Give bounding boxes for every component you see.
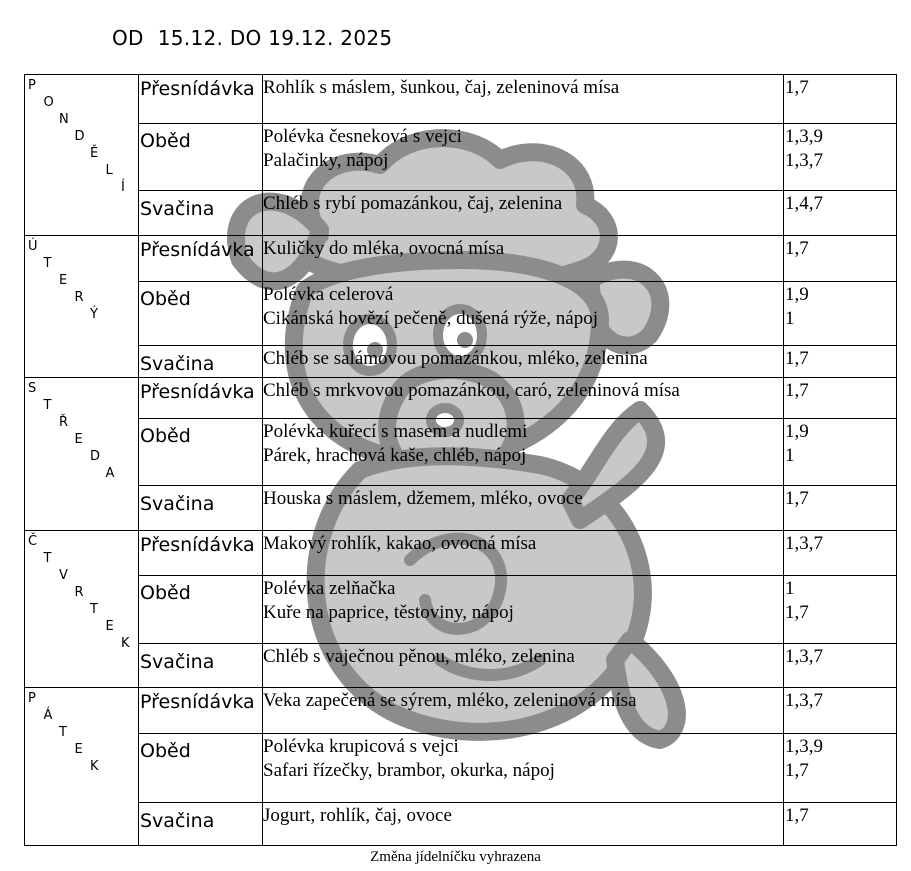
- day-name-letter: Í: [121, 180, 125, 195]
- menu-footer-note: Změna jídelníčku vyhrazena: [370, 849, 541, 865]
- dish-text: Chléb s rybí pomazánkou, čaj, zelenina: [263, 193, 563, 214]
- allergen-codes: 1,3,7: [785, 646, 823, 667]
- meal-label: Oběd: [140, 740, 191, 762]
- day-name-letter: E: [74, 432, 83, 447]
- dish-text: Cikánská hovězí pečeně, dušená rýže, nápoj: [263, 308, 599, 329]
- day-name-letter: K: [90, 759, 99, 774]
- dish-text: Safari řízečky, brambor, okurka, nápoj: [263, 760, 555, 781]
- meal-label: Oběd: [140, 582, 191, 604]
- allergen-codes: 1,3,7: [785, 533, 823, 554]
- table-rule: [138, 281, 897, 282]
- table-rule: [24, 845, 897, 846]
- dish-text: Párek, hrachová kaše, chléb, nápoj: [263, 445, 527, 466]
- dish-text: Veka zapečená se sýrem, mléko, zeleninová mísa: [263, 690, 637, 711]
- table-rule: [24, 74, 25, 846]
- table-rule: [138, 190, 897, 191]
- day-name-letter: V: [59, 568, 68, 583]
- day-name-letter: T: [59, 725, 67, 740]
- dish-text: Chléb s vaječnou pěnou, mléko, zelenina: [263, 646, 575, 667]
- table-rule: [138, 418, 897, 419]
- dish-text: Chléb se salámovou pomazánkou, mléko, zelenina: [263, 348, 648, 369]
- table-rule: [24, 377, 897, 378]
- day-name-letter: Č: [28, 534, 38, 549]
- allergen-codes: 1: [785, 308, 795, 329]
- table-rule: [138, 485, 897, 486]
- day-name-letter: T: [43, 256, 52, 271]
- allergen-codes: 1: [785, 445, 795, 466]
- day-name-letter: R: [74, 290, 84, 305]
- day-name-letter: E: [74, 742, 83, 757]
- dish-text: Polévka kuřecí s masem a nudlemi: [263, 421, 528, 442]
- meal-label: Svačina: [140, 353, 215, 375]
- table-rule: [138, 345, 897, 346]
- day-name-letter: N: [59, 112, 69, 127]
- table-rule: [24, 687, 897, 688]
- day-name-letter: Ý: [90, 307, 98, 322]
- meal-label: Přesnídávka: [140, 381, 255, 403]
- day-name-letter: O: [43, 95, 54, 110]
- day-name-letter: P: [28, 78, 36, 93]
- meal-label: Oběd: [140, 425, 191, 447]
- table-rule: [138, 575, 897, 576]
- day-name-letter: T: [43, 398, 52, 413]
- day-name-letter: E: [105, 619, 114, 634]
- allergen-codes: 1,3,7: [785, 690, 823, 711]
- allergen-codes: 1,9: [785, 421, 809, 442]
- day-name-letter: Ř: [59, 415, 69, 430]
- day-name-letter: Ú: [28, 239, 38, 254]
- day-name-letter: S: [28, 381, 37, 396]
- allergen-codes: 1,7: [785, 238, 809, 259]
- meal-label: Svačina: [140, 810, 215, 832]
- table-rule: [138, 802, 897, 803]
- day-name-letter: R: [74, 585, 84, 600]
- dish-text: Houska s máslem, džemem, mléko, ovoce: [263, 488, 583, 509]
- allergen-codes: 1,7: [785, 805, 809, 826]
- table-rule: [24, 235, 897, 236]
- dish-text: Kuře na paprice, těstoviny, nápoj: [263, 602, 514, 623]
- meal-label: Přesnídávka: [140, 534, 255, 556]
- day-name-letter: Á: [43, 708, 53, 723]
- dish-text: Makový rohlík, kakao, ovocná mísa: [263, 533, 537, 554]
- day-name-letter: D: [90, 449, 101, 464]
- dish-text: Polévka krupicová s vejci: [263, 736, 459, 757]
- day-name-letter: P: [28, 691, 36, 706]
- menu-date-range: [112, 26, 392, 50]
- day-name-letter: L: [105, 163, 113, 178]
- day-name-letter: D: [74, 129, 85, 144]
- allergen-codes: 1,3,7: [785, 150, 823, 171]
- dish-text: Kuličky do mléka, ovocná mísa: [263, 238, 505, 259]
- allergen-codes: 1,7: [785, 488, 809, 509]
- day-name-letter: A: [105, 466, 115, 481]
- meal-label: Svačina: [140, 651, 215, 673]
- meal-label: Přesnídávka: [140, 691, 255, 713]
- allergen-codes: 1,3,9: [785, 126, 823, 147]
- allergen-codes: 1,4,7: [785, 193, 823, 214]
- day-name-letter: T: [43, 551, 52, 566]
- day-name-letter: K: [121, 636, 130, 651]
- dish-text: Polévka česneková s vejci: [263, 126, 462, 147]
- day-name-letter: Ě: [90, 146, 99, 161]
- meal-label: Oběd: [140, 288, 191, 310]
- meal-label: Svačina: [140, 198, 215, 220]
- allergen-codes: 1,7: [785, 77, 809, 98]
- dish-text: Rohlík s máslem, šunkou, čaj, zeleninová mísa: [263, 77, 620, 98]
- allergen-codes: 1: [785, 578, 795, 599]
- allergen-codes: 1,9: [785, 284, 809, 305]
- menu-table: [24, 74, 897, 846]
- dish-text: Palačinky, nápoj: [263, 150, 389, 171]
- allergen-codes: 1,7: [785, 380, 809, 401]
- table-rule: [24, 74, 897, 75]
- day-name-letter: E: [59, 273, 68, 288]
- date-range: 15.12. DO 19.12. 2025: [157, 26, 393, 50]
- dish-text: Polévka zelňačka: [263, 578, 396, 599]
- meal-label: Oběd: [140, 130, 191, 152]
- allergen-codes: 1,7: [785, 760, 809, 781]
- meal-label: Svačina: [140, 493, 215, 515]
- allergen-codes: 1,7: [785, 602, 809, 623]
- table-rule: [138, 123, 897, 124]
- table-rule: [24, 530, 897, 531]
- dish-text: Jogurt, rohlík, čaj, ovoce: [263, 805, 452, 826]
- table-rule: [138, 643, 897, 644]
- meal-label: Přesnídávka: [140, 239, 255, 261]
- meal-label: Přesnídávka: [140, 78, 255, 100]
- dish-text: Polévka celerová: [263, 284, 394, 305]
- allergen-codes: 1,3,9: [785, 736, 823, 757]
- allergen-codes: 1,7: [785, 348, 809, 369]
- date-prefix: OD: [112, 26, 144, 50]
- dish-text: Chléb s mrkvovou pomazánkou, caró, zeleninová mísa: [263, 380, 680, 401]
- table-rule: [138, 733, 897, 734]
- day-name-letter: T: [90, 602, 98, 617]
